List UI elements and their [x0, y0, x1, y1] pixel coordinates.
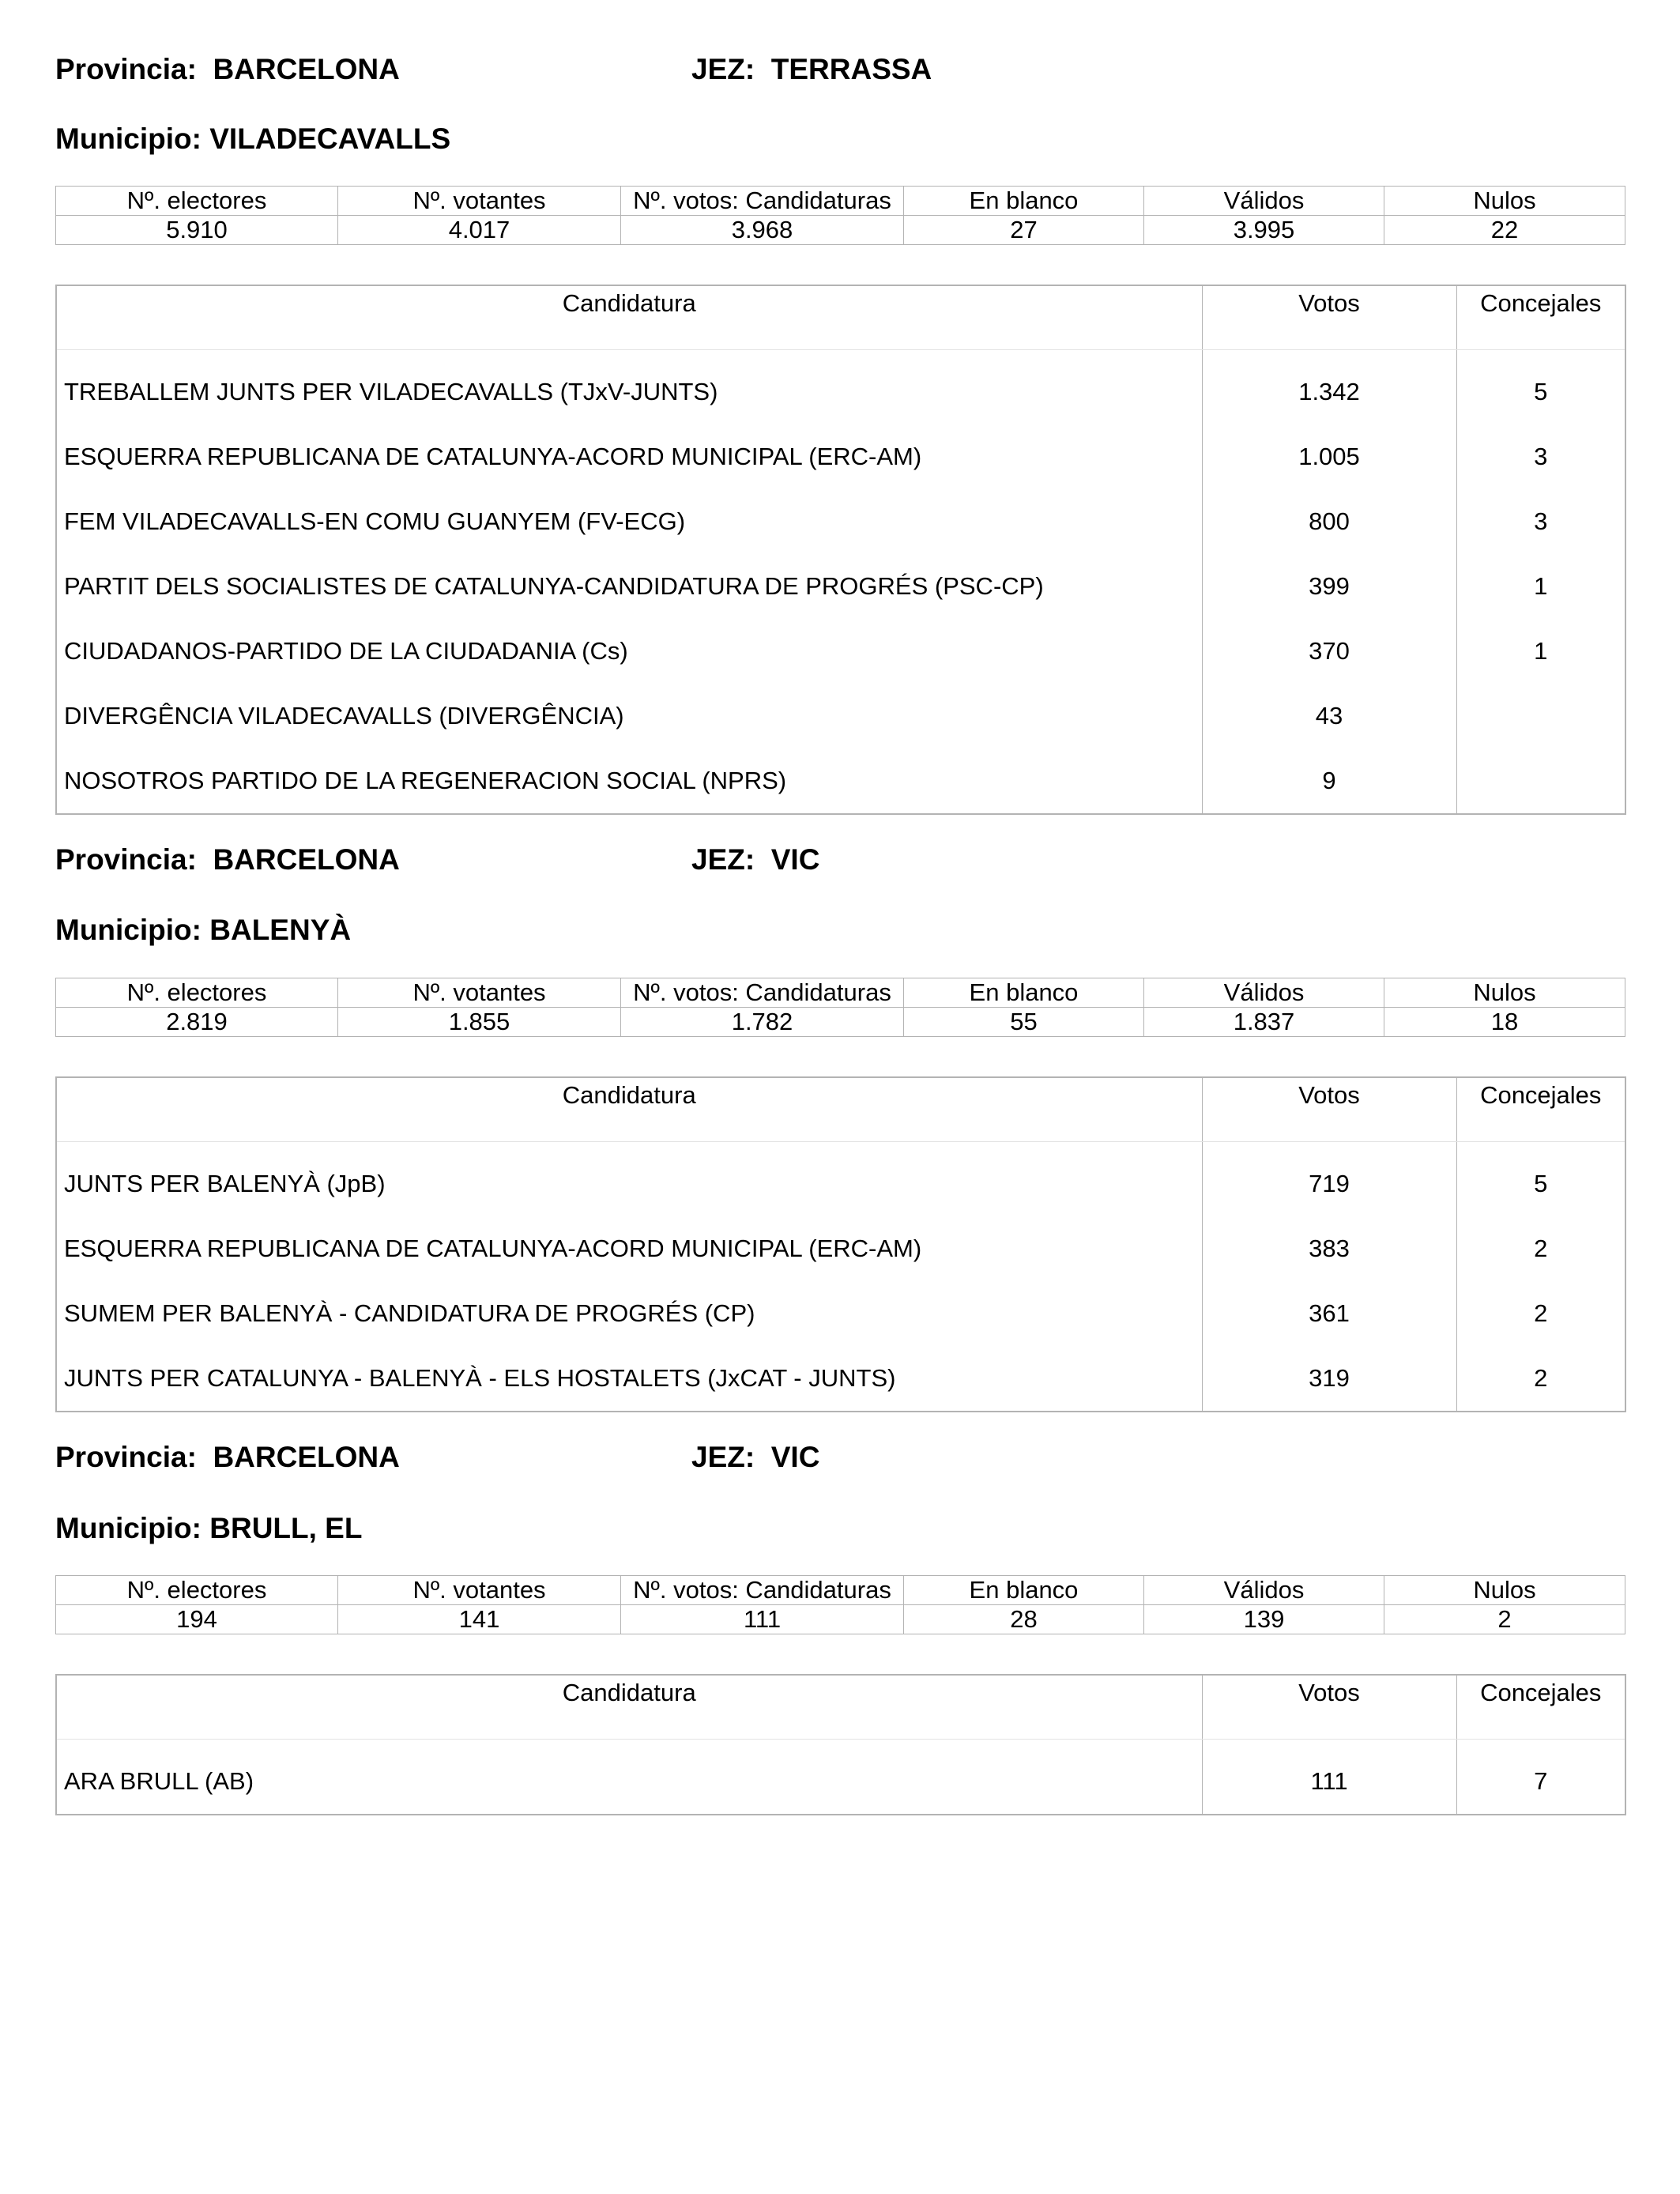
candidate-row: [56, 1142, 1625, 1217]
candidate-votos: 383: [1202, 1216, 1456, 1281]
stats-value-row: [56, 1008, 1625, 1037]
stats-header-cell: Válidos: [1144, 187, 1384, 216]
candidates-table: [55, 1674, 1626, 1815]
jez-label: JEZ:: [691, 843, 771, 876]
candidate-votos: 9: [1202, 748, 1456, 814]
jez-label: JEZ:: [691, 1441, 771, 1473]
municipio-heading: [55, 913, 351, 948]
candidate-name: NOSOTROS PARTIDO DE LA REGENERACION SOCIAL (NPRS): [64, 767, 787, 794]
provincia-heading: [55, 52, 400, 87]
stats-header-cell: Válidos: [1144, 978, 1384, 1008]
jez-heading: [691, 1440, 819, 1475]
candidate-concejales: 2: [1456, 1346, 1625, 1412]
candidates-header-row: [56, 285, 1625, 350]
candidate-row: [56, 489, 1625, 554]
candidate-name: ESQUERRA REPUBLICANA DE CATALUNYA-ACORD MUNICIPAL (ERC-AM): [64, 443, 922, 470]
stats-header-cell: Nº. votantes: [338, 1576, 621, 1605]
municipio-value: BALENYÀ: [209, 914, 352, 946]
candidate-concejales: 3: [1456, 424, 1625, 489]
stats-header-row: [56, 978, 1625, 1008]
candidate-votos: 800: [1202, 489, 1456, 554]
candidate-concejales: [1456, 748, 1625, 814]
provincia-label: Provincia:: [55, 53, 213, 85]
candidate-row: [56, 684, 1625, 748]
municipio-value: BRULL, EL: [209, 1512, 363, 1544]
candidate-row: [56, 748, 1625, 814]
candidatura-header: Candidatura: [56, 1077, 1202, 1142]
candidate-concejales: 1: [1456, 619, 1625, 684]
stats-value-cell: 18: [1384, 1008, 1625, 1037]
stats-value-cell: 28: [904, 1605, 1144, 1634]
stats-header-cell: Nº. votantes: [338, 187, 621, 216]
candidate-name: JUNTS PER BALENYÀ (JpB): [64, 1170, 386, 1197]
stats-header-cell: Nº. votantes: [338, 978, 621, 1008]
stats-value-cell: 22: [1384, 216, 1625, 245]
stats-value-cell: 3.968: [621, 216, 904, 245]
candidate-name: TREBALLEM JUNTS PER VILADECAVALLS (TJxV-JUNTS): [64, 378, 718, 405]
stats-table: [55, 978, 1625, 1037]
votos-header: Votos: [1202, 1077, 1456, 1142]
candidate-votos: 111: [1202, 1740, 1456, 1815]
stats-header-cell: Nº. votos: Candidaturas: [621, 978, 904, 1008]
stats-value-cell: 1.855: [338, 1008, 621, 1037]
candidate-row: [56, 1216, 1625, 1281]
votos-header: Votos: [1202, 1675, 1456, 1740]
stats-value-cell: 55: [904, 1008, 1144, 1037]
candidate-name: ARA BRULL (AB): [64, 1767, 254, 1795]
stats-value-cell: 2.819: [56, 1008, 338, 1037]
stats-header-cell: Nulos: [1384, 187, 1625, 216]
candidate-concejales: 2: [1456, 1216, 1625, 1281]
jez-heading: [691, 52, 932, 87]
municipio-heading: [55, 122, 450, 156]
stats-header-row: [56, 187, 1625, 216]
votos-header: Votos: [1202, 285, 1456, 350]
stats-value-cell: 4.017: [338, 216, 621, 245]
jez-value: VIC: [770, 1441, 820, 1473]
stats-header-cell: Nº. votos: Candidaturas: [621, 187, 904, 216]
candidate-row: [56, 1281, 1625, 1346]
candidate-votos: 399: [1202, 554, 1456, 619]
stats-value-cell: 27: [904, 216, 1144, 245]
municipio-label: Municipio:: [55, 123, 210, 155]
stats-header-cell: En blanco: [904, 1576, 1144, 1605]
candidate-concejales: 2: [1456, 1281, 1625, 1346]
stats-header-cell: Nº. electores: [56, 187, 338, 216]
candidate-votos: 319: [1202, 1346, 1456, 1412]
stats-value-cell: 141: [338, 1605, 621, 1634]
candidate-votos: 1.342: [1202, 350, 1456, 425]
stats-value-cell: 139: [1144, 1605, 1384, 1634]
candidates-table: [55, 1076, 1626, 1412]
stats-value-cell: 5.910: [56, 216, 338, 245]
stats-header-cell: Nº. votos: Candidaturas: [621, 1576, 904, 1605]
candidate-name: JUNTS PER CATALUNYA - BALENYÀ - ELS HOSTALETS (JxCAT - JUNTS): [64, 1364, 896, 1392]
stats-value-cell: 111: [621, 1605, 904, 1634]
concejales-header: Concejales: [1456, 1077, 1625, 1142]
municipio-label: Municipio:: [55, 1512, 210, 1544]
municipio-heading: [55, 1511, 362, 1546]
candidate-row: [56, 424, 1625, 489]
candidate-row: [56, 350, 1625, 425]
candidates-header-row: [56, 1077, 1625, 1142]
provincia-value: BARCELONA: [213, 843, 400, 876]
candidate-name: CIUDADANOS-PARTIDO DE LA CIUDADANIA (Cs): [64, 637, 628, 665]
candidate-concejales: 3: [1456, 489, 1625, 554]
candidate-row: [56, 554, 1625, 619]
candidate-name: DIVERGÊNCIA VILADECAVALLS (DIVERGÊNCIA): [64, 702, 624, 729]
candidate-row: [56, 619, 1625, 684]
candidatura-header: Candidatura: [56, 1675, 1202, 1740]
stats-header-cell: Válidos: [1144, 1576, 1384, 1605]
candidate-votos: 719: [1202, 1142, 1456, 1217]
candidate-votos: 361: [1202, 1281, 1456, 1346]
candidate-concejales: [1456, 684, 1625, 748]
candidate-concejales: 7: [1456, 1740, 1625, 1815]
candidate-concejales: 5: [1456, 350, 1625, 425]
concejales-header: Concejales: [1456, 285, 1625, 350]
provincia-heading: [55, 843, 400, 877]
stats-table: [55, 1575, 1625, 1634]
candidate-votos: 1.005: [1202, 424, 1456, 489]
provincia-heading: [55, 1440, 400, 1475]
provincia-value: BARCELONA: [213, 1441, 400, 1473]
jez-value: TERRASSA: [770, 53, 932, 85]
stats-header-cell: Nulos: [1384, 1576, 1625, 1605]
candidate-row: [56, 1740, 1625, 1815]
candidate-concejales: 5: [1456, 1142, 1625, 1217]
jez-heading: [691, 843, 819, 877]
candidate-concejales: 1: [1456, 554, 1625, 619]
stats-value-cell: 1.837: [1144, 1008, 1384, 1037]
stats-table: [55, 186, 1625, 245]
candidate-name: ESQUERRA REPUBLICANA DE CATALUNYA-ACORD MUNICIPAL (ERC-AM): [64, 1235, 922, 1262]
candidate-name: FEM VILADECAVALLS-EN COMU GUANYEM (FV-ECG): [64, 507, 686, 535]
stats-header-row: [56, 1576, 1625, 1605]
municipio-value: VILADECAVALLS: [209, 123, 451, 155]
jez-label: JEZ:: [691, 53, 771, 85]
provincia-value: BARCELONA: [213, 53, 400, 85]
candidates-table: [55, 285, 1626, 815]
municipio-label: Municipio:: [55, 914, 210, 946]
provincia-label: Provincia:: [55, 1441, 213, 1473]
candidate-name: PARTIT DELS SOCIALISTES DE CATALUNYA-CANDIDATURA DE PROGRÉS (PSC-CP): [64, 572, 1044, 600]
stats-header-cell: Nº. electores: [56, 1576, 338, 1605]
candidate-votos: 370: [1202, 619, 1456, 684]
candidate-name: SUMEM PER BALENYÀ - CANDIDATURA DE PROGRÉS (CP): [64, 1299, 755, 1327]
stats-value-row: [56, 216, 1625, 245]
stats-header-cell: En blanco: [904, 978, 1144, 1008]
stats-header-cell: En blanco: [904, 187, 1144, 216]
stats-header-cell: Nº. electores: [56, 978, 338, 1008]
stats-value-cell: 194: [56, 1605, 338, 1634]
stats-value-cell: 1.782: [621, 1008, 904, 1037]
stats-value-cell: 2: [1384, 1605, 1625, 1634]
stats-value-cell: 3.995: [1144, 216, 1384, 245]
stats-value-row: [56, 1605, 1625, 1634]
candidate-votos: 43: [1202, 684, 1456, 748]
candidatura-header: Candidatura: [56, 285, 1202, 350]
candidates-header-row: [56, 1675, 1625, 1740]
candidate-row: [56, 1346, 1625, 1412]
jez-value: VIC: [770, 843, 820, 876]
provincia-label: Provincia:: [55, 843, 213, 876]
stats-header-cell: Nulos: [1384, 978, 1625, 1008]
concejales-header: Concejales: [1456, 1675, 1625, 1740]
